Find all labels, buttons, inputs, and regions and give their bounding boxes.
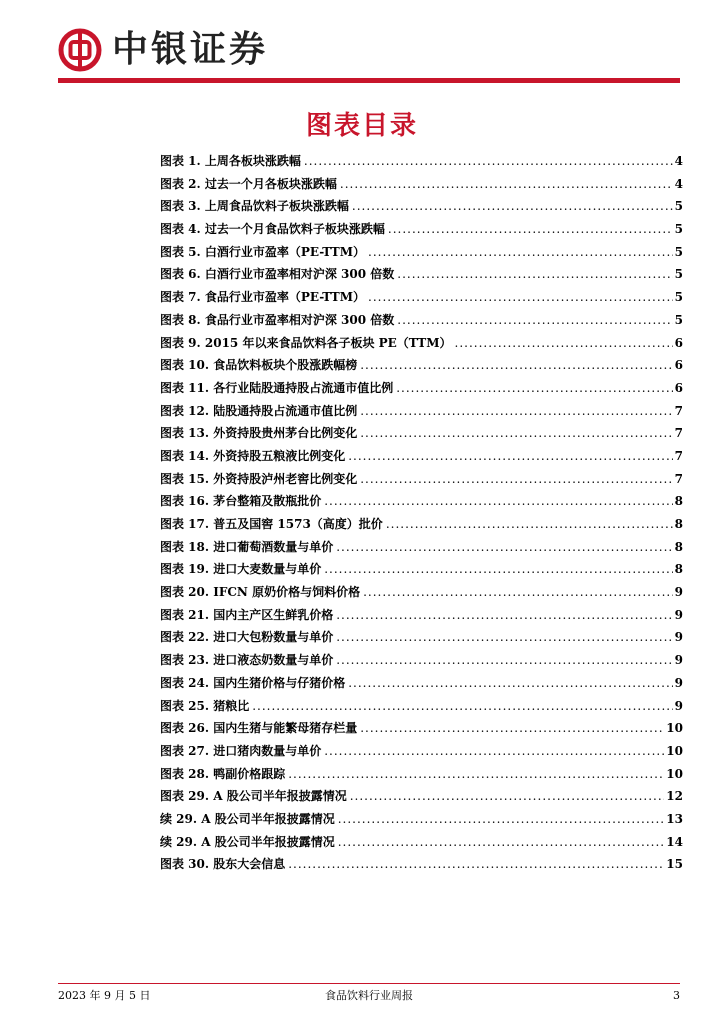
toc-item[interactable] (160, 583, 683, 606)
footer-page-number: 3 (673, 989, 680, 1002)
toc-item[interactable] (160, 651, 683, 674)
toc-item-page[interactable]: 6 (674, 380, 683, 395)
toc-item-label[interactable]: 图表 3. 上周食品饮料子板块涨跌幅 (160, 199, 349, 214)
toc-item-label[interactable]: 图表 24. 国内生猪价格与仔猪价格 (160, 675, 346, 690)
toc-item[interactable] (160, 152, 683, 175)
toc-item-page[interactable]: 9 (674, 607, 683, 622)
toc-item[interactable] (160, 697, 683, 720)
bank-of-china-logo-icon (58, 28, 102, 72)
toc-leader-dots (304, 154, 673, 168)
toc-leader-dots (368, 245, 673, 259)
toc-item-page[interactable]: 4 (674, 176, 683, 191)
toc-leader-dots (336, 608, 672, 622)
toc-item[interactable] (160, 356, 683, 379)
toc-list (160, 152, 683, 878)
toc-item-page[interactable]: 9 (674, 675, 683, 690)
toc-item[interactable] (160, 560, 683, 583)
toc-item-label[interactable]: 续 29. A 股公司半年报披露情况 (160, 834, 335, 849)
toc-item-page[interactable]: 5 (674, 312, 683, 327)
toc-item-page[interactable]: 5 (674, 222, 683, 237)
toc-item-label[interactable]: 图表 2. 过去一个月各板块涨跌幅 (160, 176, 337, 191)
toc-item-page[interactable]: 10 (666, 721, 683, 736)
toc-item-label[interactable]: 图表 6. 白酒行业市盈率相对沪深 300 倍数 (160, 267, 395, 282)
toc-leader-dots (352, 199, 673, 213)
toc-item-label[interactable]: 图表 11. 各行业陆股通持股占流通市值比例 (160, 380, 394, 395)
toc-item[interactable] (160, 379, 683, 402)
toc-item-page[interactable]: 10 (666, 743, 683, 758)
toc-leader-dots (336, 653, 672, 667)
toc-item-label[interactable]: 图表 13. 外资持股贵州茅台比例变化 (160, 426, 358, 441)
toc-item-page[interactable]: 7 (674, 448, 683, 463)
toc-item-label[interactable]: 图表 14. 外资持股五粮液比例变化 (160, 448, 346, 463)
toc-item[interactable] (160, 220, 683, 243)
toc-item-label[interactable]: 图表 17. 普五及国窖 1573（高度）批价 (160, 517, 383, 531)
toc-item-page[interactable]: 7 (674, 471, 683, 486)
toc-leader-dots (360, 404, 672, 418)
toc-item-page[interactable]: 8 (674, 517, 683, 531)
toc-item-label[interactable]: 图表 22. 进口大包粉数量与单价 (160, 630, 334, 645)
toc-item-page[interactable]: 5 (674, 267, 683, 282)
toc-leader-dots (288, 857, 664, 871)
toc-item-label[interactable]: 图表 30. 股东大会信息 (160, 857, 286, 872)
header-rule (58, 78, 680, 83)
toc-item-page[interactable]: 9 (674, 585, 683, 600)
toc-item[interactable] (160, 742, 683, 765)
toc-item[interactable] (160, 719, 683, 742)
toc-leader-dots (336, 540, 672, 554)
toc-item-label[interactable]: 续 29. A 股公司半年报披露情况 (160, 811, 335, 826)
toc-item[interactable] (160, 628, 683, 651)
toc-item-label[interactable]: 图表 28. 鸭副价格跟踪 (160, 766, 286, 781)
page-footer (58, 988, 680, 1004)
toc-item-page[interactable]: 9 (674, 698, 683, 713)
toc-item[interactable] (160, 606, 683, 629)
toc-item[interactable] (160, 538, 683, 561)
toc-item-label[interactable]: 图表 25. 猪粮比 (160, 698, 250, 713)
toc-item-page[interactable]: 5 (674, 199, 683, 214)
footer-date: 2023 年 9 月 5 日 (58, 989, 151, 1002)
toc-item[interactable] (160, 288, 683, 311)
toc-item-label[interactable]: 图表 16. 茅台整箱及散瓶批价 (160, 494, 322, 509)
toc-item-label[interactable]: 图表 29. A 股公司半年报披露情况 (160, 789, 347, 804)
toc-item[interactable] (160, 447, 683, 470)
toc-leader-dots (397, 267, 672, 281)
toc-item-label[interactable]: 图表 4. 过去一个月食品饮料子板块涨跌幅 (160, 222, 385, 237)
toc-item[interactable] (160, 492, 683, 515)
toc-item[interactable] (160, 175, 683, 198)
toc-item-label[interactable]: 图表 20. IFCN 原奶价格与饲料价格 (160, 585, 361, 600)
toc-item-label[interactable]: 图表 1. 上周各板块涨跌幅 (160, 154, 301, 168)
toc-item-label[interactable]: 图表 27. 进口猪肉数量与单价 (160, 743, 322, 758)
toc-leader-dots (360, 472, 672, 486)
toc-item-label[interactable]: 图表 18. 进口葡萄酒数量与单价 (160, 539, 334, 554)
toc-item[interactable] (160, 197, 683, 220)
toc-leader-dots (336, 630, 672, 644)
toc-leader-dots (360, 721, 664, 735)
brand-name: 中银证券 (112, 29, 269, 70)
footer-rule (58, 983, 680, 984)
toc-item-label[interactable]: 图表 8. 食品行业市盈率相对沪深 300 倍数 (160, 312, 395, 327)
toc-item-label[interactable]: 图表 19. 进口大麦数量与单价 (160, 562, 322, 577)
toc-item-page[interactable]: 6 (674, 335, 683, 350)
toc-leader-dots (338, 835, 665, 849)
toc-leader-dots (368, 290, 673, 304)
toc-item[interactable] (160, 855, 683, 878)
toc-leader-dots (455, 336, 673, 350)
toc-item-label[interactable]: 图表 21. 国内主产区生鲜乳价格 (160, 607, 334, 622)
toc-item-label[interactable]: 图表 26. 国内生猪与能繁母猪存栏量 (160, 721, 358, 736)
toc-item[interactable] (160, 765, 683, 788)
toc-item-page[interactable]: 8 (674, 562, 683, 577)
toc-item[interactable] (160, 833, 683, 856)
toc-item-page[interactable]: 15 (666, 857, 683, 872)
toc-item-page[interactable]: 7 (674, 426, 683, 441)
page-title: 图表目录 (305, 111, 418, 141)
toc-item[interactable] (160, 311, 683, 334)
toc-item-label[interactable]: 图表 5. 白酒行业市盈率（PE-TTM） (160, 244, 365, 259)
toc-item-page[interactable]: 7 (674, 403, 683, 418)
toc-item[interactable] (160, 470, 683, 493)
toc-item-page[interactable]: 5 (674, 244, 683, 259)
toc-item-page[interactable]: 13 (666, 811, 683, 826)
toc-item-page[interactable]: 8 (674, 539, 683, 554)
toc-leader-dots (348, 449, 672, 463)
toc-item-label[interactable]: 图表 7. 食品行业市盈率（PE-TTM） (160, 290, 365, 305)
toc-item[interactable] (160, 334, 683, 357)
toc-leader-dots (350, 789, 665, 803)
toc-item-page[interactable]: 12 (666, 789, 683, 804)
page-header (0, 0, 724, 90)
toc-leader-dots (360, 358, 672, 372)
toc-leader-dots (360, 426, 672, 440)
toc-item-page[interactable]: 4 (674, 154, 683, 168)
toc-leader-dots (324, 744, 664, 758)
toc-leader-dots (363, 585, 673, 599)
toc-item[interactable] (160, 810, 683, 833)
toc-item-page[interactable]: 9 (674, 653, 683, 668)
toc-item[interactable] (160, 515, 683, 538)
toc-item[interactable] (160, 243, 683, 266)
toc-item-label[interactable]: 图表 10. 食品饮料板块个股涨跌幅榜 (160, 358, 358, 373)
toc-leader-dots (397, 313, 672, 327)
toc-item[interactable] (160, 787, 683, 810)
toc-item-page[interactable]: 14 (666, 834, 683, 849)
toc-item-label[interactable]: 图表 15. 外资持股泸州老窖比例变化 (160, 471, 358, 486)
toc-leader-dots (324, 562, 672, 576)
toc-leader-dots (348, 676, 672, 690)
toc-item[interactable] (160, 265, 683, 288)
toc-leader-dots (388, 222, 673, 236)
footer-report-name: 食品饮料行业周报 (325, 989, 413, 1002)
toc-item-page[interactable]: 10 (666, 766, 683, 781)
toc-leader-dots (396, 381, 672, 395)
toc-item-label[interactable]: 图表 9. 2015 年以来食品饮料各子板块 PE（TTM） (160, 335, 452, 350)
toc-leader-dots (338, 812, 665, 826)
toc-leader-dots (288, 767, 664, 781)
toc-item-label[interactable]: 图表 23. 进口液态奶数量与单价 (160, 653, 334, 668)
toc-item-page[interactable]: 6 (674, 358, 683, 373)
toc-item[interactable] (160, 674, 683, 697)
toc-leader-dots (340, 177, 673, 191)
toc-leader-dots (252, 699, 672, 713)
toc-leader-dots (324, 494, 672, 508)
toc-item-page[interactable]: 9 (674, 630, 683, 645)
toc-leader-dots (386, 517, 673, 531)
toc-item[interactable] (160, 424, 683, 447)
toc-item[interactable] (160, 402, 683, 425)
toc-item-label[interactable]: 图表 12. 陆股通持股占流通市值比例 (160, 403, 358, 418)
toc-item-page[interactable]: 5 (674, 290, 683, 305)
toc-item-page[interactable]: 8 (674, 494, 683, 509)
